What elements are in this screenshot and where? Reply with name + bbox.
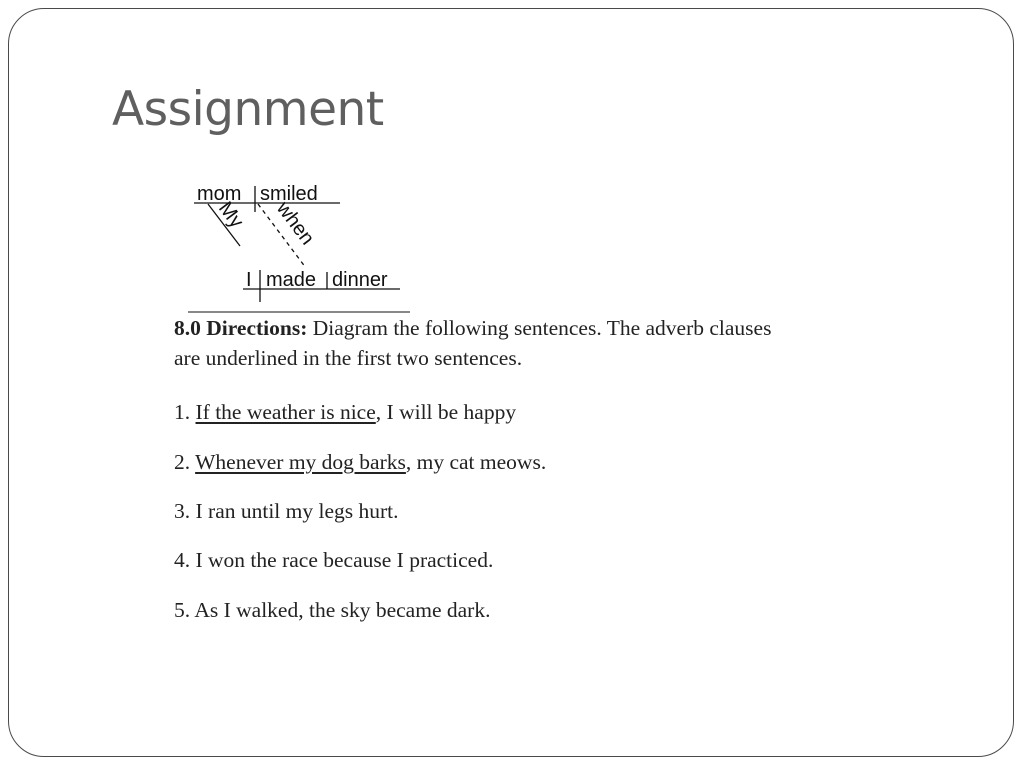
- sentence-number: 1.: [174, 400, 196, 424]
- sentence-item-1: [174, 397, 516, 427]
- directions-line-1: [174, 313, 771, 343]
- sentence-rest: I won the race because I practiced.: [195, 548, 494, 572]
- sentence-diagram-svg: [188, 178, 428, 318]
- sentence-item-2: [174, 447, 546, 477]
- directions-block: [174, 313, 771, 373]
- directions-text-2: are underlined in the first two sentences.: [174, 346, 523, 370]
- clause-object: dinner: [332, 269, 388, 291]
- sentence-item-4: [174, 545, 493, 575]
- sentence-rest: As I walked, the sky became dark.: [194, 598, 491, 622]
- slide-title: Assignment: [112, 82, 384, 137]
- sentence-item-5: [174, 595, 490, 625]
- sentence-rest: I ran until my legs hurt.: [195, 499, 399, 523]
- sentence-number: 5.: [174, 598, 195, 622]
- sentence-rest: , I will be happy: [375, 400, 517, 424]
- diagram-verb: smiled: [260, 183, 318, 205]
- sentence-number: 3.: [174, 499, 196, 523]
- directions-label: 8.0 Directions:: [174, 316, 308, 340]
- clause-subject: I: [246, 269, 252, 291]
- adverb-clause-underlined: If the weather is nice: [195, 400, 376, 424]
- clause-verb: made: [266, 269, 317, 291]
- diagram-modifier: My: [214, 197, 248, 233]
- sentence-diagram: [188, 178, 428, 318]
- sentence-number: 4.: [174, 548, 196, 572]
- sentence-number: 2.: [174, 450, 196, 474]
- sentence-item-3: [174, 496, 399, 526]
- sentence-rest: , my cat meows.: [405, 450, 547, 474]
- diagram-connector: when: [272, 197, 319, 250]
- diagram-subject: mom: [197, 183, 242, 205]
- adverb-clause-underlined: Whenever my dog barks: [195, 450, 406, 474]
- directions-text-1: Diagram the following sentences. The adverb clauses: [307, 316, 772, 340]
